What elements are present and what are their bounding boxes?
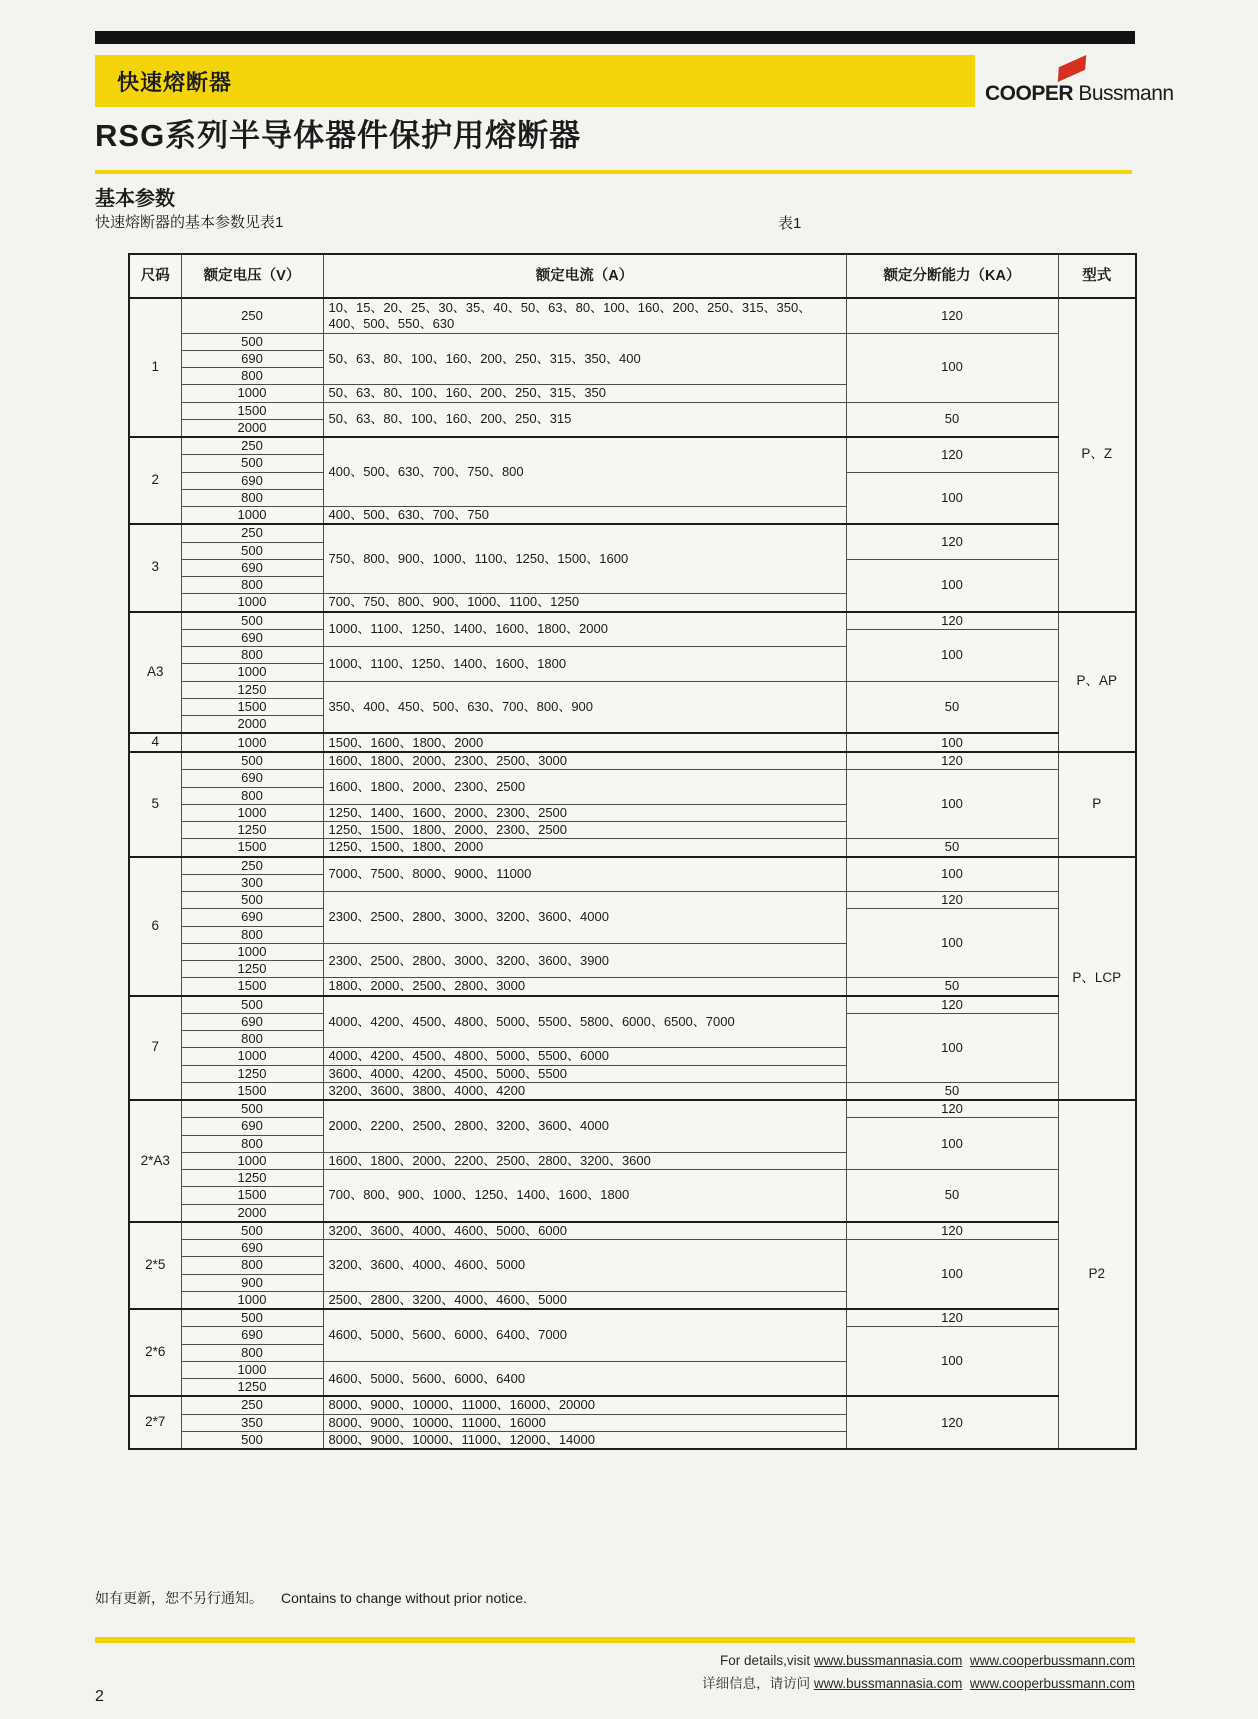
cell-current: 8000、9000、10000、11000、16000 [323, 1414, 846, 1431]
cell-voltage: 500 [181, 752, 323, 770]
cell-current: 2300、2500、2800、3000、3200、3600、3900 [323, 943, 846, 978]
cell-voltage: 800 [181, 368, 323, 385]
cell-current: 2000、2200、2500、2800、3200、3600、4000 [323, 1100, 846, 1152]
cell-breaking-capacity: 50 [846, 402, 1058, 437]
table-row [129, 437, 1136, 455]
cell-breaking-capacity: 120 [846, 612, 1058, 630]
cell-voltage: 1250 [181, 1170, 323, 1187]
logo-cooper-text: COOPER [985, 82, 1074, 105]
cell-current: 3200、3600、4000、4600、5000 [323, 1240, 846, 1292]
cell-voltage: 1250 [181, 681, 323, 698]
cell-voltage: 350 [181, 1414, 323, 1431]
table-row [129, 1309, 1136, 1327]
col-header-type: 型式 [1058, 254, 1136, 298]
cell-voltage: 1000 [181, 1291, 323, 1309]
cell-breaking-capacity: 100 [846, 1118, 1058, 1170]
footer-note-zh: 如有更新，恕不另行通知。 [95, 1590, 263, 1606]
parameters-table-body [129, 298, 1136, 1449]
cell-voltage: 690 [181, 472, 323, 489]
table-row [129, 770, 1136, 787]
cell-voltage: 800 [181, 1135, 323, 1152]
cell-breaking-capacity: 50 [846, 978, 1058, 996]
cell-type: P [1058, 752, 1136, 857]
link-cooperbussmann-zh[interactable]: www.cooperbussmann.com [969, 1675, 1135, 1691]
logo-text [985, 82, 1174, 106]
cell-current: 7000、7500、8000、9000、11000 [323, 857, 846, 892]
top-black-bar [95, 31, 1135, 44]
cell-current: 3200、3600、4000、4600、5000、6000 [323, 1222, 846, 1240]
cell-breaking-capacity: 120 [846, 892, 1058, 909]
cell-voltage: 690 [181, 1118, 323, 1135]
cell-voltage: 500 [181, 892, 323, 909]
cell-breaking-capacity: 50 [846, 839, 1058, 857]
page-title: RSG系列半导体器件保护用熔断器 [95, 118, 582, 153]
cell-voltage: 500 [181, 1100, 323, 1118]
cell-voltage: 800 [181, 489, 323, 506]
cell-current: 1500、1600、1800、2000 [323, 733, 846, 752]
cell-breaking-capacity: 50 [846, 681, 1058, 733]
cell-breaking-capacity: 100 [846, 559, 1058, 611]
cell-voltage: 1000 [181, 804, 323, 821]
cell-type: P、Z [1058, 298, 1136, 612]
table-row [129, 524, 1136, 542]
cell-breaking-capacity: 100 [846, 857, 1058, 892]
cell-breaking-capacity: 100 [846, 1240, 1058, 1310]
cell-voltage: 500 [181, 996, 323, 1014]
cell-voltage: 690 [181, 1013, 323, 1030]
col-header-breaking-capacity: 额定分断能力（KA） [846, 254, 1058, 298]
cell-current: 1250、1500、1800、2000、2300、2500 [323, 822, 846, 839]
logo-flame-icon [1058, 55, 1086, 82]
cell-breaking-capacity: 100 [846, 1327, 1058, 1397]
cell-breaking-capacity: 100 [846, 472, 1058, 524]
cell-breaking-capacity: 120 [846, 996, 1058, 1014]
cell-size: 5 [129, 752, 181, 857]
cell-voltage: 1000 [181, 1152, 323, 1169]
cell-breaking-capacity: 120 [846, 437, 1058, 472]
cell-current: 1250、1400、1600、2000、2300、2500 [323, 804, 846, 821]
footer-links-line-en [0, 1650, 1135, 1673]
cell-voltage: 1250 [181, 822, 323, 839]
cell-current: 50、63、80、100、160、200、250、315、350 [323, 385, 846, 402]
cell-voltage: 1250 [181, 1065, 323, 1082]
cell-voltage: 1250 [181, 1379, 323, 1397]
footer-visit-label-zh: 详细信息，请访问 [702, 1675, 811, 1691]
cell-size: 2*6 [129, 1309, 181, 1396]
cell-voltage: 500 [181, 455, 323, 472]
table-row [129, 612, 1136, 630]
cell-current: 1250、1500、1800、2000 [323, 839, 846, 857]
cell-breaking-capacity: 120 [846, 1396, 1058, 1449]
cell-voltage: 1000 [181, 1048, 323, 1065]
table-row [129, 1396, 1136, 1414]
cell-voltage: 2000 [181, 1204, 323, 1222]
footer-visit-label-en: For details,visit [720, 1653, 811, 1668]
cell-breaking-capacity: 100 [846, 1013, 1058, 1082]
parameters-table-wrap [128, 253, 1135, 1450]
cell-voltage: 2000 [181, 419, 323, 437]
cell-current: 1000、1100、1250、1400、1600、1800 [323, 647, 846, 682]
table-row [129, 996, 1136, 1014]
cell-current: 4000、4200、4500、4800、5000、5500、6000 [323, 1048, 846, 1065]
cell-voltage: 800 [181, 1344, 323, 1361]
cell-current: 1800、2000、2500、2800、3000 [323, 978, 846, 996]
cell-voltage: 1000 [181, 1361, 323, 1378]
cell-voltage: 800 [181, 926, 323, 943]
cell-voltage: 1500 [181, 1082, 323, 1100]
cell-current: 700、800、900、1000、1250、1400、1600、1800 [323, 1170, 846, 1222]
cell-voltage: 500 [181, 333, 323, 350]
cell-size: 2*A3 [129, 1100, 181, 1222]
cell-current: 700、750、800、900、1000、1100、1250 [323, 594, 846, 612]
cell-type: P、LCP [1058, 857, 1136, 1101]
cell-voltage: 2000 [181, 716, 323, 734]
table-row [129, 857, 1136, 875]
category-banner-label: 快速熔断器 [117, 69, 233, 95]
cell-size: 2*5 [129, 1222, 181, 1309]
col-header-size: 尺码 [129, 254, 181, 298]
cell-voltage: 500 [181, 1309, 323, 1327]
cell-current: 1600、1800、2000、2300、2500、3000 [323, 752, 846, 770]
cell-voltage: 1500 [181, 839, 323, 857]
cell-voltage: 1000 [181, 385, 323, 402]
cell-breaking-capacity: 100 [846, 629, 1058, 681]
cell-current: 1000、1100、1250、1400、1600、1800、2000 [323, 612, 846, 647]
cell-voltage: 800 [181, 577, 323, 594]
table-row [129, 752, 1136, 770]
cell-current: 1600、1800、2000、2200、2500、2800、3200、3600 [323, 1152, 846, 1169]
cell-breaking-capacity: 120 [846, 1100, 1058, 1118]
cell-current: 8000、9000、10000、11000、12000、14000 [323, 1431, 846, 1449]
footer-note [95, 1588, 527, 1608]
table-row [129, 733, 1136, 752]
cell-voltage: 690 [181, 559, 323, 576]
cell-voltage: 1500 [181, 978, 323, 996]
table-row [129, 1222, 1136, 1240]
cell-voltage: 1000 [181, 733, 323, 752]
cell-breaking-capacity: 120 [846, 752, 1058, 770]
cell-voltage: 800 [181, 1031, 323, 1048]
table-row [129, 1100, 1136, 1118]
cell-voltage: 690 [181, 909, 323, 926]
table-caption: 表1 [778, 215, 802, 232]
cell-current: 1600、1800、2000、2300、2500 [323, 770, 846, 805]
cell-current: 2300、2500、2800、3000、3200、3600、4000 [323, 892, 846, 944]
table-row [129, 333, 1136, 350]
cell-size: 2 [129, 437, 181, 524]
cell-voltage: 1500 [181, 1187, 323, 1204]
cell-voltage: 250 [181, 524, 323, 542]
cell-current: 4000、4200、4500、4800、5000、5500、5800、6000、6500、7000 [323, 996, 846, 1048]
cell-voltage: 500 [181, 1431, 323, 1449]
cell-voltage: 1500 [181, 698, 323, 715]
cell-voltage: 800 [181, 1257, 323, 1274]
cell-size: 6 [129, 857, 181, 996]
cell-voltage: 500 [181, 542, 323, 559]
cell-size: 7 [129, 996, 181, 1101]
table-row [129, 978, 1136, 996]
link-bussmannasia-zh[interactable]: www.bussmannasia.com [813, 1675, 963, 1691]
logo-bussmann-text: Bussmann [1073, 82, 1174, 105]
cell-current: 50、63、80、100、160、200、250、315、350、400 [323, 333, 846, 385]
link-cooperbussmann[interactable]: www.cooperbussmann.com [969, 1653, 1135, 1668]
cell-voltage: 690 [181, 1327, 323, 1344]
cell-breaking-capacity: 120 [846, 1222, 1058, 1240]
cell-current: 4600、5000、5600、6000、6400、7000 [323, 1309, 846, 1361]
cell-current: 400、500、630、700、750 [323, 507, 846, 525]
cell-voltage: 250 [181, 857, 323, 875]
cell-breaking-capacity: 100 [846, 333, 1058, 402]
cell-voltage: 1250 [181, 961, 323, 978]
cell-current: 750、800、900、1000、1100、1250、1500、1600 [323, 524, 846, 594]
cell-current: 3600、4000、4200、4500、5000、5500 [323, 1065, 846, 1082]
cell-voltage: 900 [181, 1274, 323, 1291]
cell-voltage: 300 [181, 874, 323, 891]
cell-voltage: 1000 [181, 507, 323, 525]
table-row [129, 892, 1136, 909]
cell-breaking-capacity: 50 [846, 1082, 1058, 1100]
cell-breaking-capacity: 100 [846, 770, 1058, 839]
cell-voltage: 1000 [181, 594, 323, 612]
cell-current: 3200、3600、3800、4000、4200 [323, 1082, 846, 1100]
cooper-bussmann-logo [985, 60, 1174, 108]
link-bussmannasia[interactable]: www.bussmannasia.com [813, 1653, 963, 1668]
footer-note-en: Contains to change without prior notice. [281, 1590, 527, 1606]
cell-breaking-capacity: 50 [846, 1170, 1058, 1222]
cell-voltage: 690 [181, 350, 323, 367]
cell-breaking-capacity: 120 [846, 524, 1058, 559]
category-banner [95, 55, 975, 107]
section-subtitle: 快速熔断器的基本参数见表1 [95, 214, 284, 231]
cell-current: 10、15、20、25、30、35、40、50、63、80、100、160、200、250、315、350、400、500、550、630 [323, 298, 846, 333]
page-number: 2 [95, 1688, 104, 1705]
cell-size: A3 [129, 612, 181, 734]
col-header-voltage: 额定电压（V） [181, 254, 323, 298]
table-row [129, 1170, 1136, 1187]
cell-current: 8000、9000、10000、11000、16000、20000 [323, 1396, 846, 1414]
section-heading: 基本参数 [95, 188, 175, 210]
table-row [129, 1240, 1136, 1257]
cell-size: 3 [129, 524, 181, 611]
table-row [129, 402, 1136, 419]
footer-divider [95, 1637, 1135, 1643]
cell-voltage: 500 [181, 612, 323, 630]
cell-current: 350、400、450、500、630、700、800、900 [323, 681, 846, 733]
table-row [129, 681, 1136, 698]
footer-links-line-zh [0, 1673, 1135, 1696]
cell-voltage: 250 [181, 298, 323, 333]
cell-voltage: 690 [181, 1240, 323, 1257]
title-divider [95, 170, 1132, 174]
cell-current: 400、500、630、700、750、800 [323, 437, 846, 507]
table-header-row [129, 254, 1136, 298]
cell-breaking-capacity: 120 [846, 298, 1058, 333]
cell-breaking-capacity: 120 [846, 1309, 1058, 1327]
cell-voltage: 690 [181, 770, 323, 787]
cell-voltage: 1000 [181, 664, 323, 681]
cell-type: P、AP [1058, 612, 1136, 753]
cell-voltage: 800 [181, 787, 323, 804]
cell-voltage: 1500 [181, 402, 323, 419]
cell-size: 2*7 [129, 1396, 181, 1449]
cell-voltage: 800 [181, 647, 323, 664]
cell-breaking-capacity: 100 [846, 733, 1058, 752]
cell-type: P2 [1058, 1100, 1136, 1449]
parameters-table [128, 253, 1137, 1450]
cell-current: 50、63、80、100、160、200、250、315 [323, 402, 846, 437]
cell-voltage: 500 [181, 1222, 323, 1240]
footer-links [0, 1650, 1135, 1696]
cell-current: 2500、2800、3200、4000、4600、5000 [323, 1291, 846, 1309]
cell-breaking-capacity: 100 [846, 909, 1058, 978]
cell-size: 4 [129, 733, 181, 752]
col-header-current: 额定电流（A） [323, 254, 846, 298]
cell-voltage: 250 [181, 1396, 323, 1414]
table-row [129, 1082, 1136, 1100]
cell-current: 4600、5000、5600、6000、6400 [323, 1361, 846, 1396]
table-row [129, 839, 1136, 857]
cell-voltage: 690 [181, 629, 323, 646]
cell-size: 1 [129, 298, 181, 437]
table-row [129, 298, 1136, 333]
cell-voltage: 250 [181, 437, 323, 455]
cell-voltage: 1000 [181, 943, 323, 960]
